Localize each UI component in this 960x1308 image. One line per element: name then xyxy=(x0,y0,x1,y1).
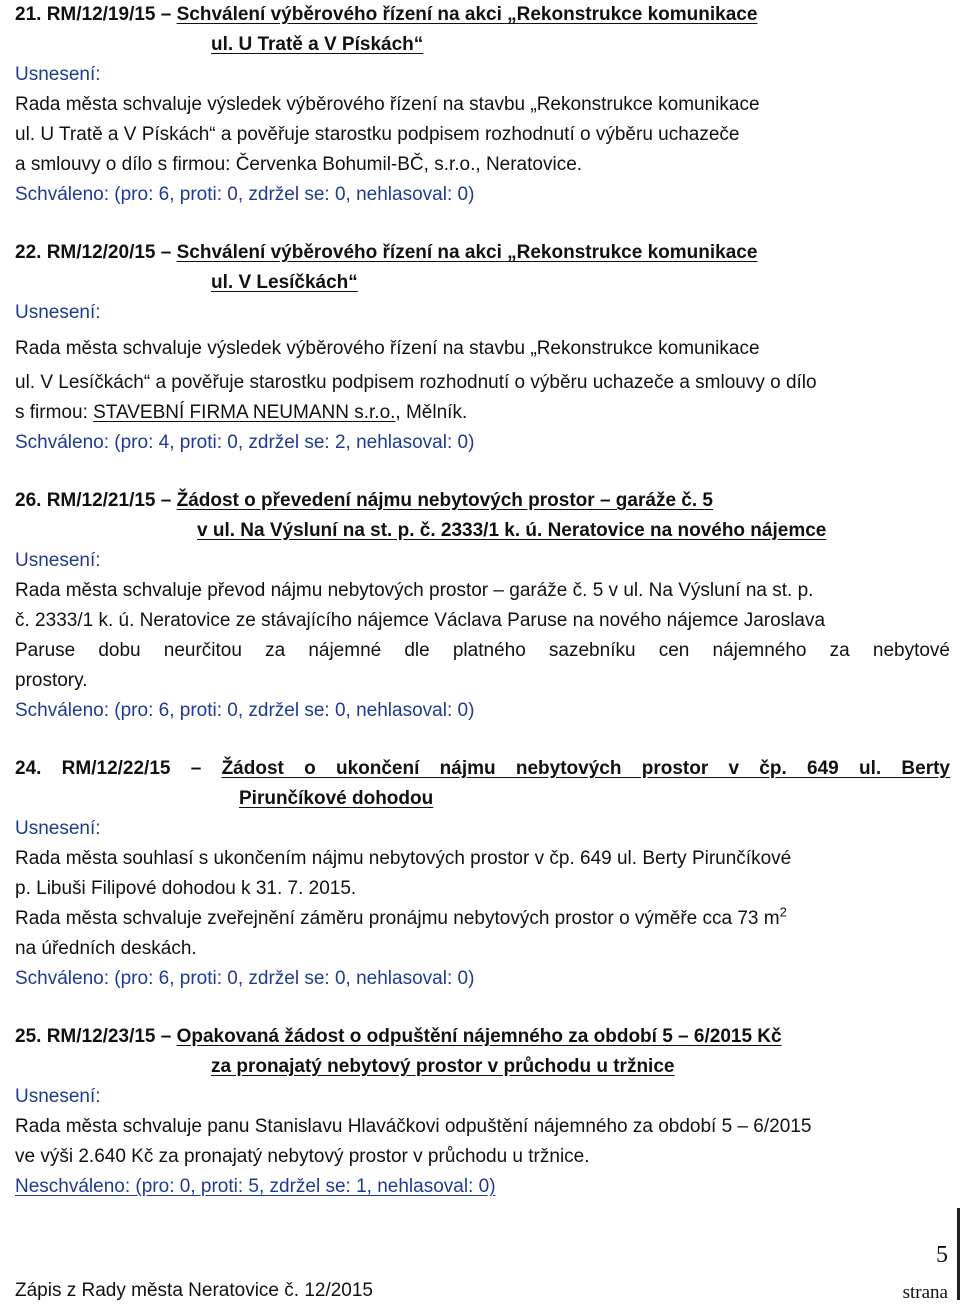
resolution-25 xyxy=(15,1022,950,1202)
vote-result: Schváleno: (pro: 6, proti: 0, zdržel se: 0, nehlasoval: 0) xyxy=(15,700,475,721)
resolution-text-line: p. Libuši Filipové dohodou k 31. 7. 2015. xyxy=(15,878,357,899)
resolution-24 xyxy=(15,754,950,994)
resolution-text-line: Rada města souhlasí s ukončením nájmu nebytových prostor v čp. 649 ul. Berty Pirunčíkové xyxy=(15,848,792,869)
resolution-text-line: Paruse dobu neurčitou za nájemné dle platného sazebníku cen nájemného za nebytové xyxy=(15,640,950,661)
resolution-heading xyxy=(15,1022,950,1082)
resolution-heading xyxy=(15,0,950,60)
resolution-text-line: na úředních deskách. xyxy=(15,938,197,959)
resolution-text-line: č. 2333/1 k. ú. Neratovice ze stávajícího nájemce Václava Paruse na nového nájemce Jaroslava xyxy=(15,610,826,631)
heading-title: Žádost o ukončení nájmu nebytových prostor v čp. 649 ul. Berty xyxy=(221,758,950,779)
page-number: 5 xyxy=(936,1242,948,1268)
heading-title-cont: Pirunčíkové dohodou xyxy=(239,788,434,809)
vote-result: Schváleno: (pro: 6, proti: 0, zdržel se: 0, nehlasoval: 0) xyxy=(15,184,475,205)
heading-title-cont: za pronajatý nebytový prostor v průchodu u tržnice xyxy=(211,1056,675,1077)
resolution-26 xyxy=(15,486,950,726)
resolution-text-line: Rada města schvaluje výsledek výběrového řízení na stavbu „Rekonstrukce komunikace xyxy=(15,94,760,115)
heading-title-cont: ul. U Tratě a V Pískách“ xyxy=(211,34,424,55)
heading-title: Žádost o převedení nájmu nebytových prostor – garáže č. 5 xyxy=(176,490,713,511)
heading-prefix: 21. RM/12/19/15 – xyxy=(15,4,177,25)
resolution-text-line: Rada města schvaluje výsledek výběrového řízení na stavbu „Rekonstrukce komunikace xyxy=(15,338,760,359)
resolution-22 xyxy=(15,238,950,458)
resolution-label: Usnesení: xyxy=(15,550,101,571)
heading-prefix: 22. RM/12/20/15 – xyxy=(15,242,177,263)
resolution-text-line: prostory. xyxy=(15,670,88,691)
heading-title-cont: v ul. Na Výsluní na st. p. č. 2333/1 k. ú. Neratovice na nového nájemce xyxy=(197,520,827,541)
resolution-text-line: ul. V Lesíčkách“ a pověřuje starostku podpisem rozhodnutí o výběru uchazeče a smlouvy o dílo xyxy=(15,372,817,393)
vote-result: Schváleno: (pro: 6, proti: 0, zdržel se: 0, nehlasoval: 0) xyxy=(15,968,475,989)
resolution-label: Usnesení: xyxy=(15,64,101,85)
resolution-label: Usnesení: xyxy=(15,1086,101,1107)
heading-title-cont: ul. V Lesíčkách“ xyxy=(211,272,358,293)
heading-title: Opakovaná žádost o odpuštění nájemného za období 5 – 6/2015 Kč xyxy=(176,1026,782,1047)
resolution-heading xyxy=(15,754,950,784)
resolution-heading xyxy=(15,238,950,298)
resolution-text-line: Rada města schvaluje zveřejnění záměru pronájmu nebytových prostor o výměře cca 73 $m^2$ xyxy=(15,904,787,929)
resolution-label: Usnesení: xyxy=(15,818,101,839)
heading-prefix: 24. RM/12/22/15 – xyxy=(15,758,222,779)
firm-name: STAVEBNÍ FIRMA NEUMANN s.r.o. xyxy=(93,402,396,423)
resolution-text-line: s firmou: STAVEBNÍ FIRMA NEUMANN s.r.o., Mělník. xyxy=(15,402,468,423)
document-page xyxy=(15,0,950,1202)
resolution-text-line: Rada města schvaluje převod nájmu nebytových prostor – garáže č. 5 v ul. Na Výsluní na st. p. xyxy=(15,580,814,601)
page-footer xyxy=(15,1276,950,1306)
heading-title: Schválení výběrového řízení na akci „Rekonstrukce komunikace xyxy=(176,4,758,25)
footer-title: Zápis z Rady města Neratovice č. 12/2015 xyxy=(15,1280,374,1301)
resolution-text-line: a smlouvy o dílo s firmou: Červenka Bohumil-BČ, s.r.o., Neratovice. xyxy=(15,154,583,175)
resolution-21 xyxy=(15,0,950,210)
vote-result: Neschváleno: (pro: 0, proti: 5, zdržel se: 1, nehlasoval: 0) xyxy=(15,1176,496,1197)
superscript: 2 xyxy=(779,904,787,920)
resolution-heading xyxy=(15,486,950,546)
resolution-text-line: ve výši 2.640 Kč za pronajatý nebytový prostor v průchodu u tržnice. xyxy=(15,1146,590,1167)
heading-prefix: 25. RM/12/23/15 – xyxy=(15,1026,177,1047)
resolution-text-line: Rada města schvaluje panu Stanislavu Hlaváčkovi odpuštění nájemného za období 5 – 6/2015 xyxy=(15,1116,812,1137)
heading-title: Schválení výběrového řízení na akci „Rekonstrukce komunikace xyxy=(176,242,758,263)
resolution-text-line: ul. U Tratě a V Pískách“ a pověřuje starostku podpisem rozhodnutí o výběru uchazeče xyxy=(15,124,740,145)
heading-prefix: 26. RM/12/21/15 – xyxy=(15,490,177,511)
resolution-label: Usnesení: xyxy=(15,302,101,323)
vote-result: Schváleno: (pro: 4, proti: 0, zdržel se: 2, nehlasoval: 0) xyxy=(15,432,475,453)
footer-page-label: strana xyxy=(902,1282,948,1303)
